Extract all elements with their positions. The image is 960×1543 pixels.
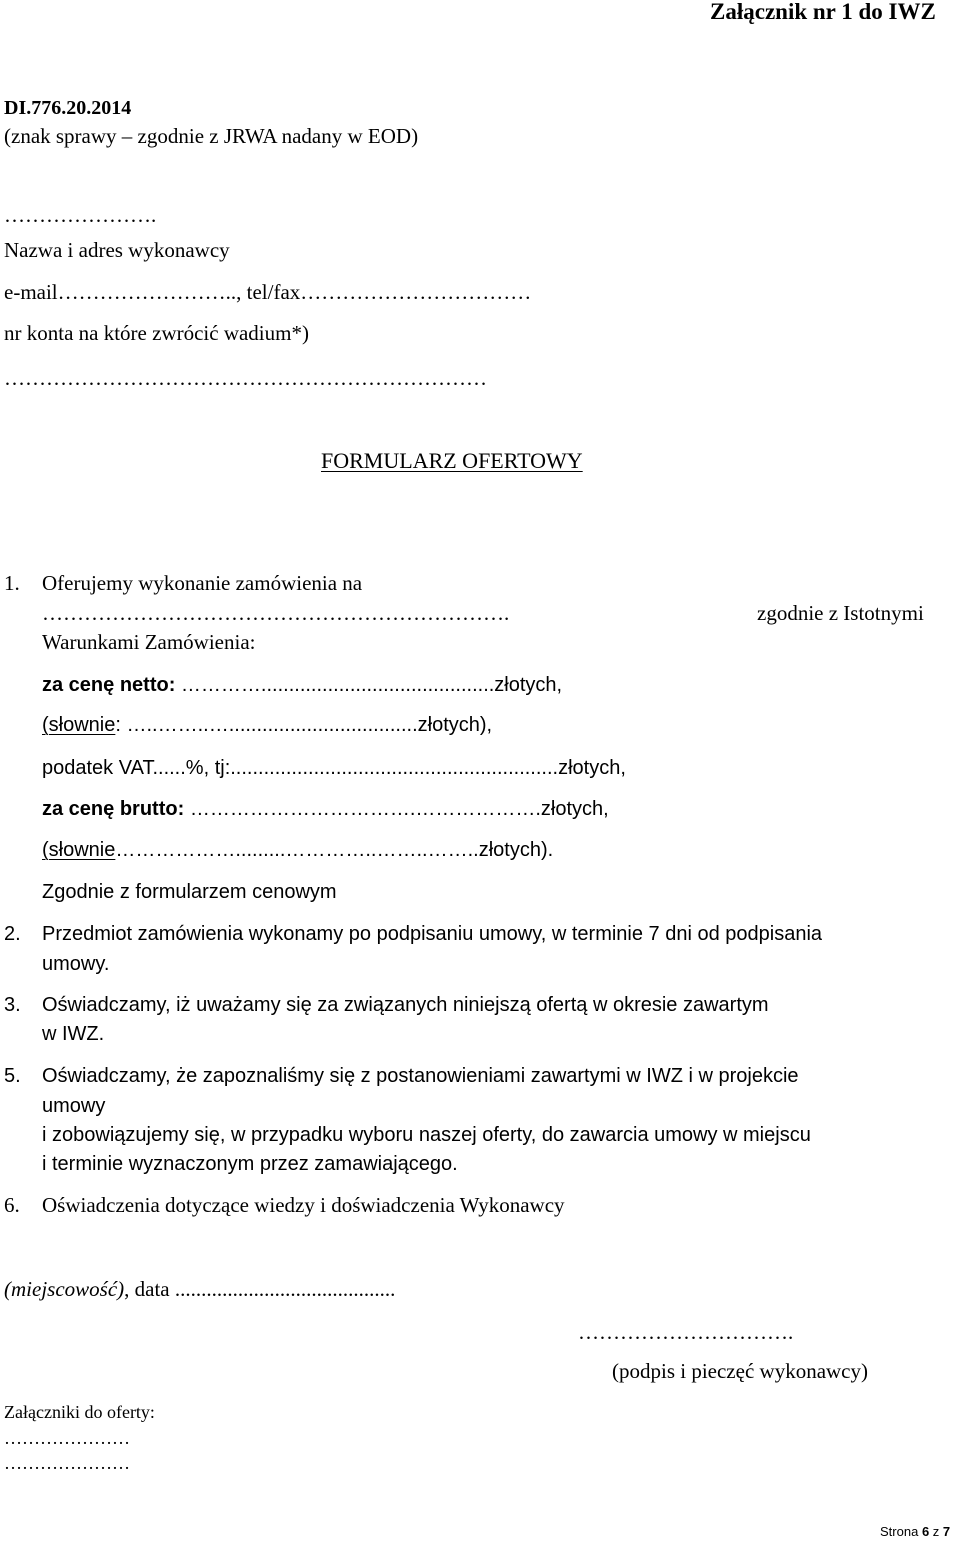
page-total: 7 — [942, 1524, 951, 1539]
form-title: FORMULARZ OFERTOWY — [321, 448, 583, 473]
item6-number: 6. — [4, 1193, 20, 1217]
net-price-label: za cenę netto: — [42, 674, 176, 696]
attachment-title: Załącznik nr 1 do IWZ — [710, 0, 936, 24]
net-price-value: …………..........................................złotych, — [180, 674, 563, 696]
item2-line2: umowy. — [42, 953, 110, 975]
item1-number: 1. — [4, 571, 20, 595]
page-of: z — [932, 1524, 940, 1539]
vat-row — [42, 758, 626, 778]
place-date-line — [4, 1279, 395, 1300]
case-number-note: (znak sprawy – zgodnie z JRWA nadany w EOD) — [4, 124, 419, 148]
gross-price-row — [42, 799, 609, 819]
contractor-dots: …………………. — [4, 203, 157, 227]
item5-line2: umowy — [42, 1095, 106, 1117]
item1-dots: …………………………………………………………. — [42, 601, 510, 625]
gross-price-value: …………………………….……………….złotych, — [189, 798, 609, 820]
item5-line1: Oświadczamy, że zapoznaliśmy się z postanowieniami zawartymi w IWZ i w projekcie — [42, 1065, 799, 1087]
gross-words-row — [42, 840, 553, 860]
attachments-label: Załączniki do oferty: — [4, 1402, 155, 1422]
contractor-name-address-label: Nazwa i adres wykonawcy — [4, 238, 230, 262]
contact-email-fax: e-mail…………………….., tel/fax — [4, 280, 301, 304]
place-label: (miejscowość) — [4, 1277, 125, 1301]
attachment-line-2: ………………… — [4, 1453, 130, 1473]
page-current: 6 — [921, 1524, 930, 1539]
gross-words-value: ……………….........…………..……..……..złotych). — [115, 839, 554, 861]
signature-dots: …………………………. — [578, 1320, 794, 1344]
page-number — [880, 1525, 950, 1538]
item5-line3: i zobowiązujemy się, w przypadku wyboru naszej oferty, do zawarcia umowy w miejscu — [42, 1124, 811, 1146]
net-words-label: (słownie — [42, 714, 116, 736]
gross-price-label: za cenę brutto: — [42, 798, 185, 820]
price-form-reference: Zgodnie z formularzem cenowym — [42, 881, 337, 903]
signature-label: (podpis i pieczęć wykonawcy) — [612, 1359, 868, 1383]
account-label: nr konta na które zwrócić wadium*) — [4, 321, 309, 345]
contractor-contact-line — [4, 282, 531, 303]
contact-fax-dots: …………………………… — [300, 280, 532, 304]
vat-label: podatek VAT — [42, 757, 153, 779]
vat-value: ......%, tj:...........................................................złotych, — [152, 757, 626, 779]
item6-text: Oświadczenia dotyczące wiedzy i doświadczenia Wykonawcy — [42, 1193, 565, 1217]
gross-words-label: (słownie — [42, 839, 116, 861]
item1-conditions-right: zgodnie z Istotnymi — [757, 601, 924, 625]
net-price-row — [42, 675, 562, 695]
net-words-row — [42, 715, 492, 735]
item1-conditions-left: Warunkami Zamówienia: — [42, 630, 256, 654]
case-number: DI.776.20.2014 — [4, 97, 132, 119]
item3-line1: Oświadczamy, iż uważamy się za związanych niniejszą ofertą w okresie zawartym — [42, 994, 769, 1016]
item1-text: Oferujemy wykonanie zamówienia na — [42, 571, 363, 595]
page-prefix: Strona — [880, 1524, 919, 1539]
item5-line4: i terminie wyznaczonym przez zamawiającego. — [42, 1153, 458, 1175]
attachment-line-1: ………………… — [4, 1428, 130, 1448]
item2-line1: Przedmiot zamówienia wykonamy po podpisaniu umowy, w terminie 7 dni od podpisania — [42, 923, 823, 945]
date-label: , data .......................................... — [124, 1277, 396, 1301]
item3-line2: w IWZ. — [42, 1023, 105, 1045]
account-dots: …………………………………………………………… — [4, 366, 487, 390]
item2-number: 2. — [4, 923, 21, 945]
net-words-value: : …..……..…..................................złotych), — [115, 714, 493, 736]
item5-number: 5. — [4, 1065, 21, 1087]
item3-number: 3. — [4, 994, 21, 1016]
